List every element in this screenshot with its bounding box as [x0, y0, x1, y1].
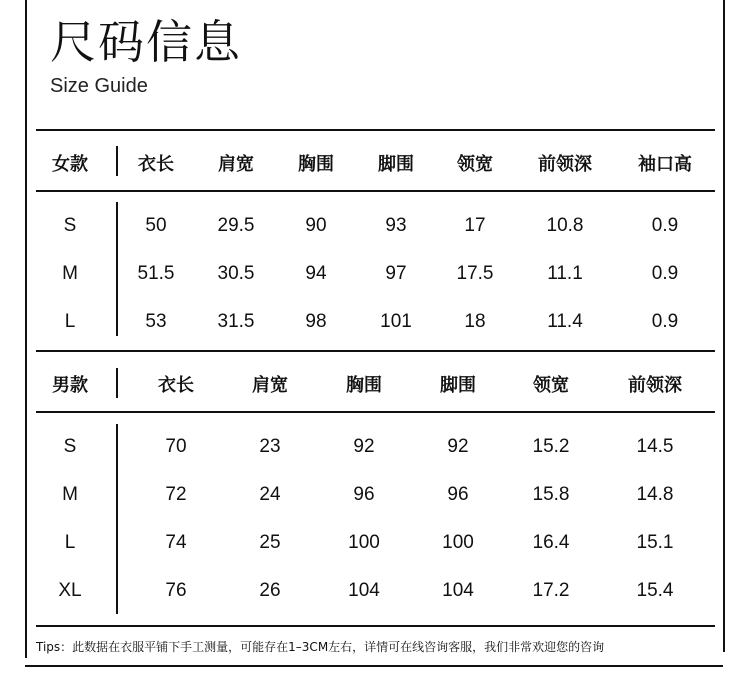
men-table-cell: 23: [259, 436, 281, 457]
women-header-bottom-rule: [36, 190, 715, 192]
men-header-bottom-rule: [36, 411, 715, 413]
men-size-label: S: [63, 436, 77, 457]
measurement-tips: Tips：此数据在衣服平铺下手工测量，可能存在1–3CM左右，详情可在线咨询客服，我们非常欢迎您的咨询: [36, 640, 605, 654]
men-size-label: XL: [58, 580, 82, 601]
women-table-cell: 30.5: [217, 263, 255, 284]
men-table-cell: 25: [259, 532, 281, 553]
women-header-cell: 脚围: [378, 154, 414, 175]
men-table-cell: 96: [353, 484, 375, 505]
women-table-cell: 10.8: [546, 215, 584, 236]
women-table-top-rule: [36, 129, 715, 131]
men-table-cell: 76: [165, 580, 187, 601]
women-header-cell: 肩宽: [218, 154, 254, 175]
women-table-cell: 18: [464, 311, 486, 332]
men-table-cell: 100: [348, 532, 380, 553]
women-header-cell: 衣长: [138, 154, 174, 175]
men-table-cell: 15.4: [636, 580, 674, 601]
women-header-cell: 领宽: [457, 154, 493, 175]
men-table-cell: 92: [447, 436, 469, 457]
women-header-cell: 胸围: [298, 154, 334, 175]
women-table-cell: 17: [464, 215, 486, 236]
men-header-cell: 领宽: [533, 375, 569, 396]
women-header-cell: 袖口高: [638, 154, 692, 175]
frame-right-border: [723, 0, 725, 652]
women-header-divider: [116, 146, 118, 176]
men-table-cell: 70: [165, 436, 187, 457]
women-body-divider: [116, 202, 118, 336]
men-header-cell: 前领深: [628, 375, 682, 396]
men-table-cell: 15.8: [532, 484, 570, 505]
men-size-label: M: [62, 484, 78, 505]
men-header-cell: 肩宽: [252, 375, 288, 396]
women-table-cell: 31.5: [217, 311, 255, 332]
men-table-cell: 14.5: [636, 436, 674, 457]
women-table-cell: 93: [385, 215, 407, 236]
men-table-cell: 24: [259, 484, 281, 505]
women-size-label: L: [64, 311, 76, 332]
men-table-cell: 26: [259, 580, 281, 601]
men-table-label: 男款: [52, 375, 88, 396]
women-table-cell: 29.5: [217, 215, 255, 236]
men-table-cell: 100: [442, 532, 474, 553]
women-table-cell: 0.9: [651, 215, 679, 236]
page-subtitle: Size Guide: [50, 75, 148, 97]
men-table-cell: 16.4: [532, 532, 570, 553]
women-table-cell: 0.9: [651, 263, 679, 284]
men-table-cell: 15.2: [532, 436, 570, 457]
men-table-cell: 74: [165, 532, 187, 553]
women-table-cell: 101: [380, 311, 412, 332]
men-table-cell: 72: [165, 484, 187, 505]
women-table-label: 女款: [52, 154, 88, 175]
men-table-cell: 104: [442, 580, 474, 601]
men-header-cell: 脚围: [440, 375, 476, 396]
women-table-cell: 90: [305, 215, 327, 236]
men-header-cell: 衣长: [158, 375, 194, 396]
page-title: 尺码信息: [50, 15, 242, 69]
frame-bottom-border: [25, 665, 723, 667]
men-table-cell: 96: [447, 484, 469, 505]
women-table-cell: 53: [145, 311, 167, 332]
frame-left-border: [25, 0, 27, 658]
women-header-cell: 前领深: [538, 154, 592, 175]
men-body-divider: [116, 424, 118, 614]
women-table-cell: 98: [305, 311, 327, 332]
men-header-cell: 胸围: [346, 375, 382, 396]
women-table-cell: 50: [145, 215, 167, 236]
men-table-cell: 17.2: [532, 580, 570, 601]
men-table-bottom-rule: [36, 625, 715, 627]
women-table-cell: 0.9: [651, 311, 679, 332]
women-table-bottom-rule: [36, 350, 715, 352]
men-table-cell: 15.1: [636, 532, 674, 553]
women-table-cell: 51.5: [137, 263, 175, 284]
men-header-divider: [116, 368, 118, 398]
men-size-label: L: [64, 532, 76, 553]
women-table-cell: 17.5: [456, 263, 494, 284]
women-table-cell: 94: [305, 263, 327, 284]
women-size-label: M: [62, 263, 78, 284]
women-size-label: S: [63, 215, 77, 236]
men-table-cell: 14.8: [636, 484, 674, 505]
women-table-cell: 97: [385, 263, 407, 284]
women-table-cell: 11.4: [547, 311, 583, 332]
men-table-cell: 92: [353, 436, 375, 457]
women-table-cell: 11.1: [547, 263, 583, 284]
men-table-cell: 104: [348, 580, 380, 601]
